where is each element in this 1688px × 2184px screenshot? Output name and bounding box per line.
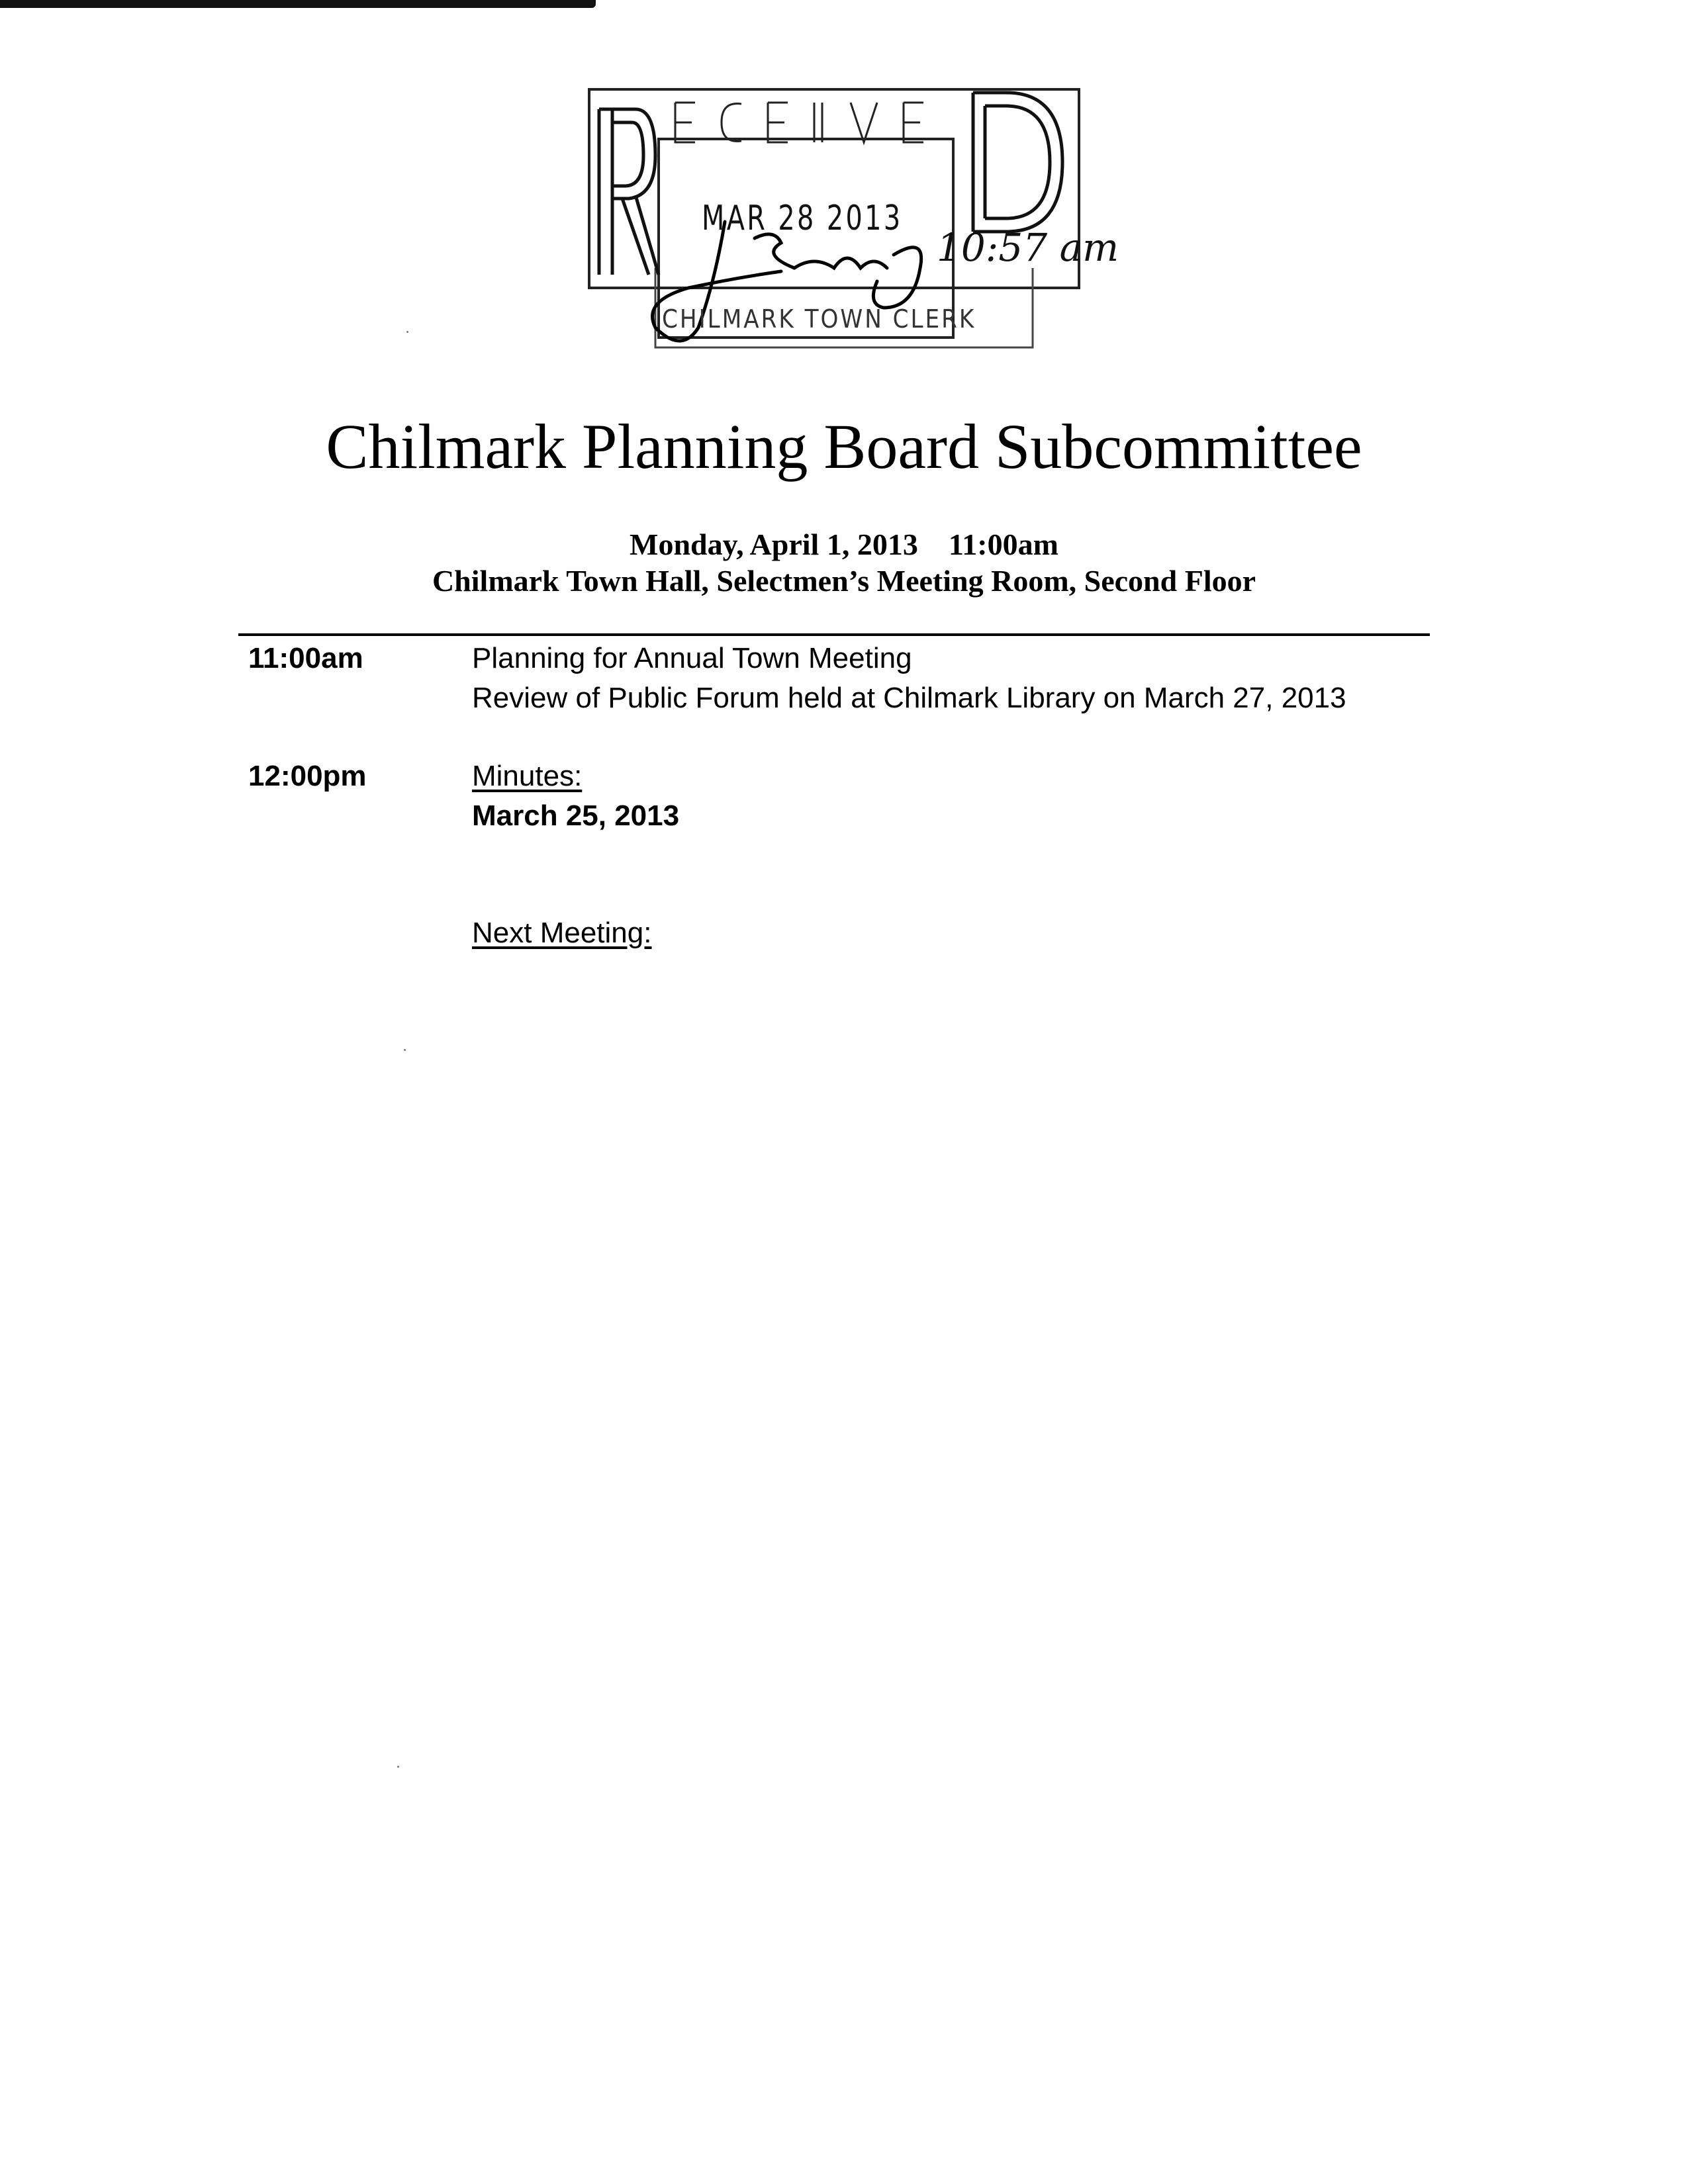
stamp-office: CHILMARK TOWN CLERK — [662, 304, 976, 334]
scan-speck — [406, 331, 408, 333]
stamp-date: MAR 28 2013 — [702, 199, 903, 238]
scan-speck — [404, 1049, 406, 1051]
agenda-item-1-line-2: Review of Public Forum held at Chilmark Library on March 27, 2013 — [472, 682, 1346, 714]
header-divider — [238, 633, 1430, 636]
agenda-item-2-detail: March 25, 2013 — [472, 799, 680, 832]
scan-speck — [397, 1766, 399, 1768]
next-meeting-label: Next Meeting: — [472, 917, 652, 949]
agenda-item-1-line-1: Planning for Annual Town Meeting — [472, 642, 912, 674]
stamp-time-handwritten: 10:57 am — [937, 225, 1119, 270]
scan-edge-mark — [0, 0, 596, 8]
meeting-location-line: Chilmark Town Hall, Selectmen’s Meeting Room, Second Floor — [432, 564, 1256, 598]
meeting-date-line: Monday, April 1, 2013 11:00am — [630, 527, 1058, 561]
agenda-time-1: 11:00am — [248, 642, 363, 674]
agenda-time-2: 12:00pm — [248, 760, 367, 792]
page-title: Chilmark Planning Board Subcommittee — [326, 411, 1362, 482]
agenda-item-2-heading: Minutes: — [472, 760, 583, 792]
received-stamp — [583, 69, 1119, 367]
